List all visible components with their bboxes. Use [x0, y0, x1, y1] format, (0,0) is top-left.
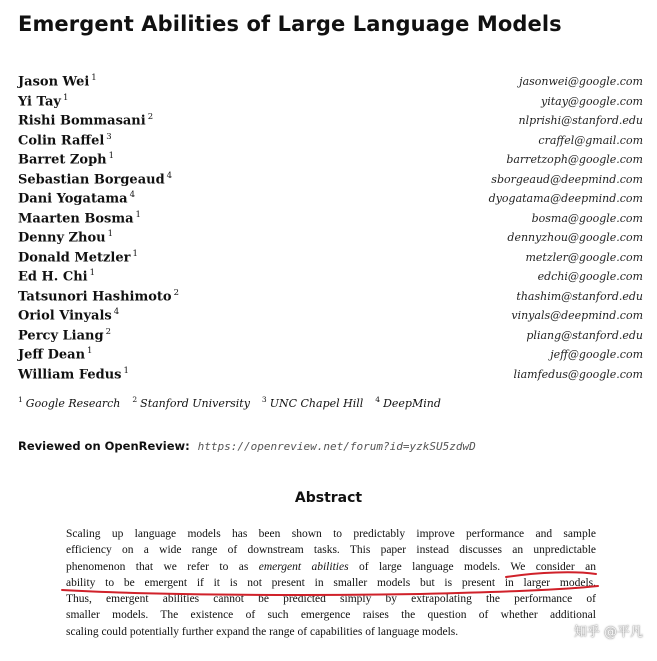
author-name: Colin Raffel $^3$ — [18, 131, 112, 148]
author-name: Oriol Vinyals $^4$ — [18, 307, 120, 324]
author-row — [18, 288, 643, 308]
author-affiliation-mark: 2 — [105, 326, 112, 337]
author-row — [18, 171, 643, 191]
author-list — [18, 73, 643, 385]
author-affiliation-mark: 1 — [87, 346, 93, 356]
author-email[interactable]: edchi@google.com — [537, 270, 643, 284]
affiliation-item: $^1$ Google Research — [18, 395, 121, 410]
author-row — [18, 190, 643, 210]
abstract-heading: Abstract — [294, 490, 363, 506]
author-affiliation-mark: 4 — [166, 170, 173, 181]
author-row — [18, 327, 643, 347]
watermark: 知乎 @平凡 — [573, 625, 643, 640]
author-affiliation-mark: 4 — [129, 190, 135, 200]
author-email[interactable]: dennyzhou@google.com — [507, 231, 643, 245]
author-affiliation-mark: 1 — [89, 268, 96, 278]
author-email[interactable]: vinyals@deepmind.com — [511, 309, 643, 323]
review-label: Reviewed on OpenReview: — [18, 439, 190, 453]
author-affiliation-mark: 1 — [62, 92, 69, 103]
author-name: Donald Metzler $^1$ — [18, 248, 138, 265]
review-line — [18, 439, 476, 453]
emergent-abilities-term: emergent abilities — [258, 560, 349, 573]
author-email[interactable]: bosma@google.com — [531, 211, 643, 225]
author-row — [18, 151, 643, 171]
affiliations — [18, 395, 453, 410]
author-email[interactable]: thashim@stanford.edu — [516, 289, 643, 303]
author-email[interactable]: jeff@google.com — [550, 348, 643, 362]
author-email[interactable]: craffel@gmail.com — [538, 133, 643, 147]
author-affiliation-mark: 1 — [123, 365, 129, 376]
author-affiliation-mark: 2 — [173, 287, 180, 298]
author-email[interactable]: nlprishi@stanford.edu — [518, 114, 643, 128]
author-affiliation-mark: 1 — [107, 229, 114, 239]
author-email[interactable]: metzler@google.com — [525, 250, 643, 264]
abstract-line: smaller models. The existence of such emergence raises the question of whether additional — [66, 609, 596, 622]
author-affiliation-mark: 1 — [135, 209, 141, 220]
author-email[interactable]: yitay@google.com — [541, 94, 643, 108]
author-name: Denny Zhou $^1$ — [18, 229, 114, 246]
author-email[interactable]: dyogatama@deepmind.com — [488, 192, 643, 206]
abstract-line: scaling could potentially further expand the range of capabilities of language models. — [66, 625, 459, 638]
author-row — [18, 210, 643, 230]
author-affiliation-mark: 1 — [108, 151, 115, 161]
author-affiliation-mark: 1 — [132, 248, 138, 259]
author-name: Percy Liang $^2$ — [18, 326, 112, 343]
abstract-line: ability to be emergent if it is not present in smaller models but is present in larger models. — [66, 576, 596, 589]
author-name: Tatsunori Hashimoto $^2$ — [18, 287, 180, 304]
abstract-line: efficiency on a wide range of downstream tasks. This paper instead discusses an unpredictable — [66, 544, 596, 557]
author-name: Yi Tay $^1$ — [18, 92, 69, 109]
author-affiliation-mark: 2 — [147, 112, 154, 122]
author-name: William Fedus $^1$ — [18, 365, 129, 382]
author-row — [18, 346, 643, 366]
affiliation-item: $^3$ UNC Chapel Hill — [261, 395, 364, 410]
author-row — [18, 112, 643, 132]
author-name: Jeff Dean $^1$ — [18, 346, 93, 363]
author-affiliation-mark: 1 — [91, 73, 97, 83]
author-row — [18, 268, 643, 288]
author-name: Jason Wei $^1$ — [18, 73, 97, 90]
author-affiliation-mark: 3 — [106, 131, 112, 142]
openreview-link[interactable]: https://openreview.net/forum?id=yzkSU5zdwD — [197, 440, 476, 453]
author-email[interactable]: jasonwei@google.com — [519, 75, 643, 89]
author-email[interactable]: sborgeaud@deepmind.com — [491, 172, 643, 186]
abstract-body — [66, 526, 596, 640]
abstract-line: phenomenon that we refer to as emergent abilities of large language models. We consider an — [66, 560, 596, 573]
abstract-line: Thus, emergent abilities cannot be predicted simply by extrapolating the performance of — [66, 593, 596, 606]
abstract-line: Scaling up language models has been shown to predictably improve performance and sample — [66, 528, 596, 540]
author-name: Maarten Bosma $^1$ — [18, 209, 141, 226]
author-row — [18, 93, 643, 113]
author-name: Ed H. Chi $^1$ — [18, 268, 96, 285]
author-name: Barret Zoph $^1$ — [18, 151, 115, 168]
author-email[interactable]: barretzoph@google.com — [506, 153, 643, 167]
author-name: Sebastian Borgeaud $^4$ — [18, 170, 173, 187]
affiliation-item: $^4$ DeepMind — [375, 395, 441, 410]
author-row — [18, 229, 643, 249]
author-email[interactable]: liamfedus@google.com — [513, 367, 643, 381]
author-name: Dani Yogatama $^4$ — [18, 190, 135, 207]
paper-title: Emergent Abilities of Large Language Models — [18, 12, 562, 36]
author-row — [18, 249, 643, 269]
author-email[interactable]: pliang@stanford.edu — [526, 328, 643, 342]
author-row — [18, 73, 643, 93]
author-affiliation-mark: 4 — [113, 307, 120, 317]
author-name: Rishi Bommasani $^2$ — [18, 112, 154, 129]
affiliation-item: $^2$ Stanford University — [132, 395, 250, 410]
author-row — [18, 132, 643, 152]
author-row — [18, 366, 643, 386]
author-row — [18, 307, 643, 327]
